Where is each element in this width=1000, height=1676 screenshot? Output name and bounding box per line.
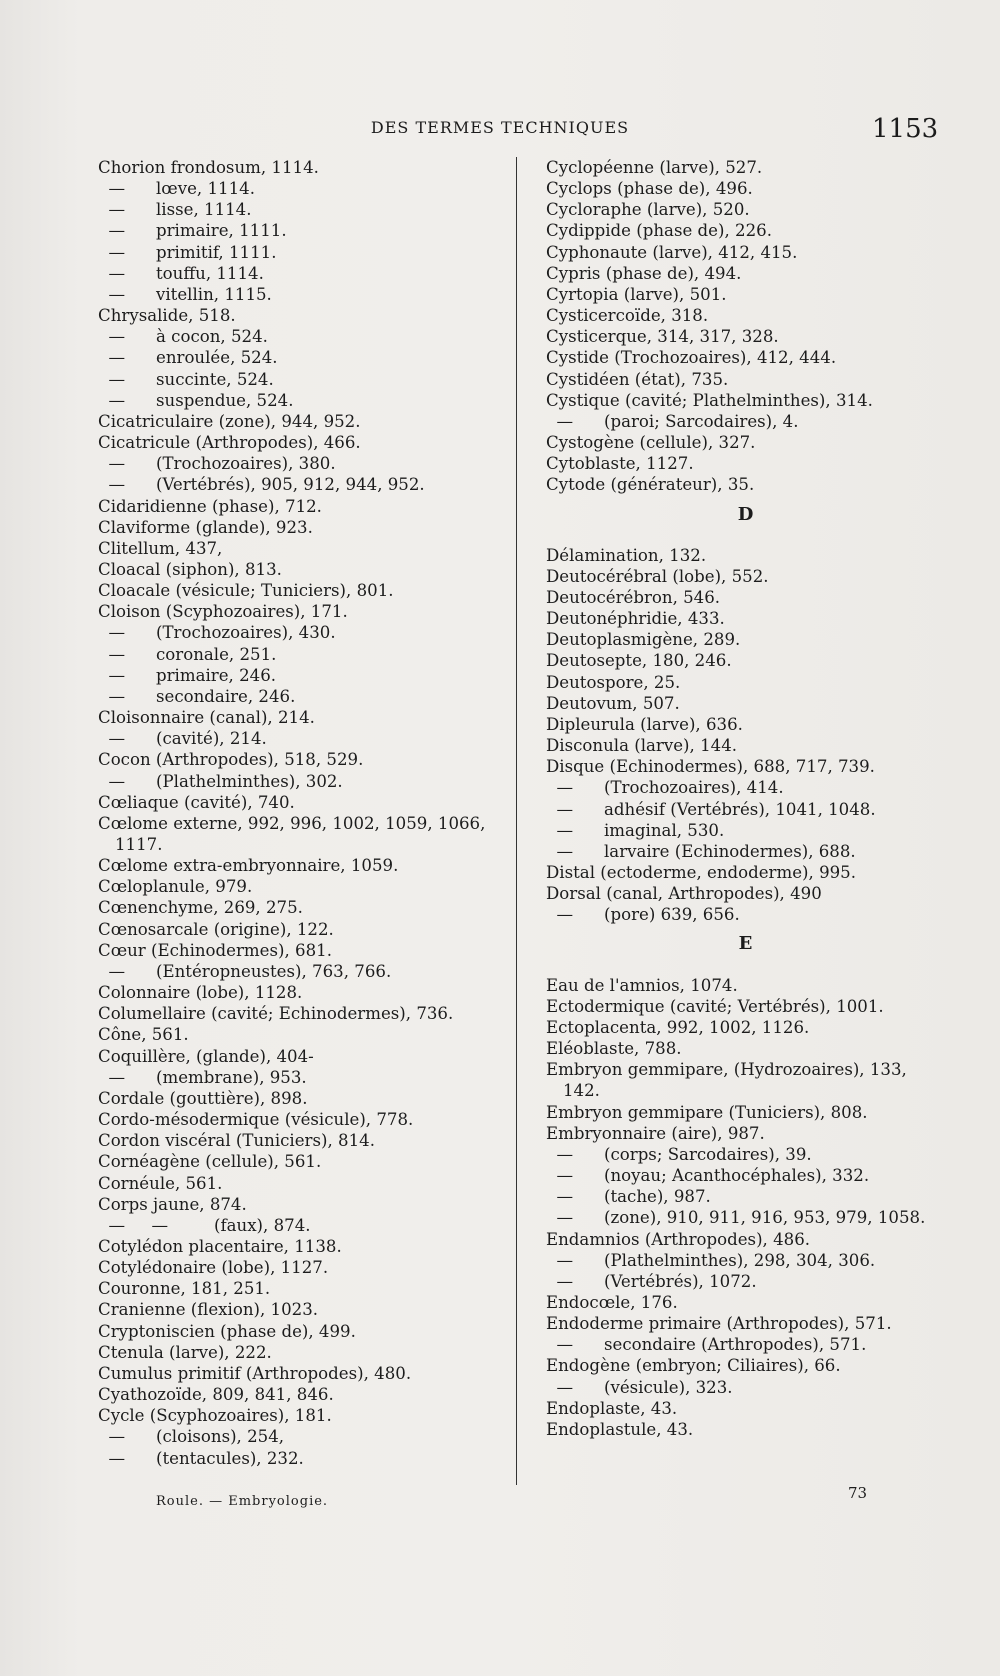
index-entry: Cotylédonaire (lobe), 1127. [98,1258,329,1278]
index-entry: Cysticerque, 314, 317, 328. [546,327,779,347]
index-subentry [98,199,508,220]
subentry-text: (zone), 910, 911, 916, 953, 979, 1058. [604,1208,926,1228]
subentry-text: (pore) 639, 656. [604,905,740,925]
index-entry: Deutoplasmigène, 289. [546,630,741,650]
ditto-dash: — [98,729,126,749]
index-subentry [546,1207,946,1228]
index-subentry [98,1067,508,1088]
ditto-dash: — [98,179,126,199]
index-entry: Cytode (générateur), 35. [546,475,755,495]
index-entry: Coquillère, (glande), 404- [98,1046,314,1066]
index-entry: Cystique (cavité; Plathelminthes), 314. [546,390,873,410]
index-entry: Cœliaque (cavité), 740. [98,792,295,812]
subentry-text: imaginal, 530. [604,820,725,840]
index-entry: Ectoplacenta, 992, 1002, 1126. [546,1017,810,1037]
subentry-text: (tache), 987. [604,1187,711,1207]
ditto-dash: — [98,644,126,664]
page-number: 1153 [872,114,939,144]
ditto-dash: — [546,1208,574,1228]
index-entry: Cystide (Trochozoaires), 412, 444. [546,348,837,368]
subentry-text: (Vertébrés), 905, 912, 944, 952. [156,475,425,495]
ditto-dash: — [546,1335,574,1355]
index-entry: Deutonéphridie, 433. [546,609,725,629]
index-entry: Endamnios (Arthropodes), 486. [546,1229,811,1249]
subentry-text: lœve, 1114. [156,179,255,199]
index-entry: Cytoblaste, 1127. [546,454,694,474]
subentry-text: (faux), 874. [214,1215,311,1235]
index-subentry [98,242,508,263]
ditto-dash: — [546,778,574,798]
index-subentry [98,390,508,411]
ditto-dash: — [98,686,126,706]
index-entry: Embryon gemmipare, (Hydrozoaires), 133, [546,1060,907,1080]
index-entry: Endoplastule, 43. [546,1419,694,1439]
index-entry: Cumulus primitif (Arthropodes), 480. [98,1363,412,1383]
index-entry: Cryptoniscien (phase de), 499. [98,1321,356,1341]
index-entry: Cloison (Scyphozoaires), 171. [98,602,348,622]
section-letter-heading: D [737,503,755,525]
index-subentry [98,1426,508,1447]
ditto-dash: — [546,905,574,925]
index-entry: Ectodermique (cavité; Vertébrés), 1001. [546,996,884,1016]
subentry-text: (tentacules), 232. [156,1448,304,1468]
column-divider [516,157,517,1485]
ditto-dash: — [98,200,126,220]
index-entry: Distal (ectoderme, endoderme), 995. [546,863,857,882]
ditto-dash: — [546,1144,574,1164]
ditto-dash: — [98,263,126,283]
subentry-text: primaire, 246. [156,665,277,685]
subentry-text: adhésif (Vertébrés), 1041, 1048. [604,799,876,819]
index-entry: Cyathozoïde, 809, 841, 846. [98,1385,334,1405]
signature-mark: 73 [848,1484,868,1502]
index-entry: Dipleurula (larve), 636. [546,714,743,734]
section-letter-heading: E [738,933,754,955]
index-entry: Cône, 561. [98,1025,189,1045]
subentry-text: (noyau; Acanthocéphales), 332. [604,1166,870,1186]
ditto-dash: — [98,1067,126,1087]
subentry-text: larvaire (Echinodermes), 688. [604,841,856,861]
index-entry: Colonnaire (lobe), 1128. [98,983,303,1003]
index-entry: Disconula (larve), 144. [546,736,738,756]
subentry-text: (Trochozoaires), 414. [604,778,784,798]
subentry-text: (Plathelminthes), 298, 304, 306. [604,1250,876,1270]
ditto-dash: — [98,242,126,262]
index-entry: Cyrtopia (larve), 501. [546,284,727,304]
ditto-dash: — [546,1271,574,1291]
index-entry: Cydippide (phase de), 226. [546,221,772,241]
subentry-text: primitif, 1111. [156,242,277,262]
index-entry: Cyphonaute (larve), 412, 415. [546,242,798,262]
index-subentry [546,1271,946,1292]
subentry-text: secondaire, 246. [156,686,296,706]
index-entry: Cœnenchyme, 269, 275. [98,898,303,918]
ditto-dash: — [546,1187,574,1207]
ditto-dash: — [546,799,574,819]
index-entry: Endoderme primaire (Arthropodes), 571. [546,1314,892,1334]
ditto-dash: — [98,665,126,685]
index-entry: Cidaridienne (phase), 712. [98,496,322,516]
index-subentry [546,799,946,820]
ditto-dash: — [546,1250,574,1270]
index-entry: Eléoblaste, 788. [546,1039,682,1059]
index-entry: Ctenula (larve), 222. [98,1342,272,1362]
ditto-dash: — [98,961,126,981]
index-entry: Dorsal (canal, Arthropodes), 490 [546,884,822,904]
index-subentry [98,347,508,368]
index-subentry [98,771,508,792]
index-entry: Endocœle, 176. [546,1292,678,1312]
index-subentry [546,820,946,841]
index-entry: Cicatricule (Arthropodes), 466. [98,433,361,453]
index-entry: Chorion frondosum, 1114. [98,158,319,177]
index-entry-continuation: 1117. [115,835,163,854]
index-entry: Chrysalide, 518. [98,306,236,326]
ditto-dash: — [98,475,126,495]
index-subentry [98,369,508,390]
index-entry: Cœlome externe, 992, 996, 1002, 1059, 1066, [98,813,486,833]
index-entry: Clitellum, 437, [98,538,223,558]
index-subentry [546,1144,946,1165]
index-entry: Cœloplanule, 979. [98,877,253,897]
subentry-text: succinte, 524. [156,369,274,389]
index-subentry [98,453,508,474]
ditto-dash: — [98,390,126,410]
ditto-dash: — [98,369,126,389]
index-entry: Columellaire (cavité; Echinodermes), 736. [98,1004,454,1024]
subentry-text: (Trochozoaires), 380. [156,454,336,474]
index-subentry [546,1186,946,1207]
ditto-dash: — [98,454,126,474]
index-entry: Cordon viscéral (Tuniciers), 814. [98,1131,375,1151]
index-entry: Endogène (embryon; Ciliaires), 66. [546,1356,841,1376]
index-subentry [98,665,508,686]
ditto-dash: — [98,284,126,304]
subentry-text: à cocon, 524. [156,327,268,347]
index-subentry [98,284,508,305]
ditto-dash: — [546,411,574,431]
index-column-right [546,157,946,1440]
index-entry: Cornéule, 561. [98,1173,223,1193]
index-entry: Cœlome extra-embryonnaire, 1059. [98,856,399,876]
index-entry: Disque (Echinodermes), 688, 717, 739. [546,757,875,777]
index-subentry [98,622,508,643]
index-subentry [546,1334,946,1355]
subentry-text: (cavité), 214. [156,729,267,749]
index-entry: Claviforme (glande), 923. [98,517,313,537]
index-subentry [98,220,508,241]
index-subentry [98,326,508,347]
index-subentry [98,1215,508,1236]
index-entry: Cœur (Echinodermes), 681. [98,940,332,960]
index-subentry [546,1250,946,1271]
ditto-dash: — [546,820,574,840]
index-subentry [546,904,946,925]
subentry-text: secondaire (Arthropodes), 571. [604,1335,867,1355]
subentry-text: coronale, 251. [156,644,277,664]
index-entry: Deutospore, 25. [546,672,681,692]
index-entry: Cycle (Scyphozoaires), 181. [98,1406,332,1426]
index-subentry [98,263,508,284]
index-entry: Cocon (Arthropodes), 518, 529. [98,750,364,770]
index-subentry [98,474,508,495]
index-entry: Cycloraphe (larve), 520. [546,200,750,220]
subentry-text: touffu, 1114. [156,263,264,283]
footer-author-title: Roule. — Embryologie. [156,1494,329,1509]
index-subentry [546,1165,946,1186]
index-entry: Eau de l'amnios, 1074. [546,975,738,995]
index-entry: Embryonnaire (aire), 987. [546,1123,765,1143]
index-subentry [98,1448,508,1469]
index-entry: Cotylédon placentaire, 1138. [98,1236,342,1256]
ditto-dash: — [546,841,574,861]
index-entry: Corps jaune, 874. [98,1194,247,1214]
index-entry: Cornéagène (cellule), 561. [98,1152,322,1172]
index-entry: Cordo-mésodermique (vésicule), 778. [98,1110,414,1130]
index-entry: Cordale (gouttière), 898. [98,1088,308,1108]
index-entry: Délamination, 132. [546,545,707,565]
subentry-text: (paroi; Sarcodaires), 4. [604,411,799,431]
subentry-text: primaire, 1111. [156,221,287,241]
ditto-dash: — [98,623,126,643]
index-subentry [98,178,508,199]
index-entry: Cyclopéenne (larve), 527. [546,158,763,177]
index-entry: Cysticercoïde, 318. [546,306,709,326]
subentry-text: (corps; Sarcodaires), 39. [604,1144,812,1164]
index-entry: Cloisonnaire (canal), 214. [98,708,315,728]
index-entry: Deutocérébron, 546. [546,587,721,607]
index-entry: Deutocérébral (lobe), 552. [546,566,769,586]
subentry-text: lisse, 1114. [156,200,252,220]
ditto-dash: — [546,1166,574,1186]
ditto-dash: — [546,1377,574,1397]
subentry-text: (cloisons), 254, [156,1427,285,1447]
index-entry: Cranienne (flexion), 1023. [98,1300,319,1320]
index-subentry [98,728,508,749]
index-entry: Cystogène (cellule), 327. [546,433,756,453]
subentry-text: (vésicule), 323. [604,1377,733,1397]
ditto-dash: — [98,221,126,241]
index-subentry [546,777,946,798]
subentry-text: (membrane), 953. [156,1067,307,1087]
index-entry: Cicatriculaire (zone), 944, 952. [98,411,361,431]
subentry-text: (Trochozoaires), 430. [156,623,336,643]
index-subentry [546,411,946,432]
subentry-text: vitellin, 1115. [156,284,272,304]
index-entry: Deutosepte, 180, 246. [546,651,732,671]
index-subentry [98,686,508,707]
index-entry: Cloacal (siphon), 813. [98,559,282,579]
index-entry: Cystidéen (état), 735. [546,369,729,389]
ditto-dash: — [98,348,126,368]
index-entry: Endoplaste, 43. [546,1398,678,1418]
index-entry: Cloacale (vésicule; Tuniciers), 801. [98,581,394,601]
index-entry: Cyclops (phase de), 496. [546,179,753,199]
ditto-dash: — [98,771,126,791]
index-entry: Cypris (phase de), 494. [546,263,742,283]
index-subentry [546,841,946,862]
subentry-text: (Vertébrés), 1072. [604,1271,757,1291]
index-entry-continuation: 142. [563,1081,600,1101]
index-subentry [546,1377,946,1398]
ditto-dash: — [98,1427,126,1447]
subentry-text: enroulée, 524. [156,348,278,368]
index-subentry [98,961,508,982]
index-entry: Couronne, 181, 251. [98,1279,271,1299]
index-subentry [98,644,508,665]
index-column-left [98,157,508,1469]
ditto-dash: — — [98,1215,169,1235]
subentry-text: suspendue, 524. [156,390,294,410]
running-header: DES TERMES TECHNIQUES [370,118,630,137]
subentry-text: (Plathelminthes), 302. [156,771,343,791]
subentry-text: (Entéropneustes), 763, 766. [156,961,392,981]
ditto-dash: — [98,1448,126,1468]
index-entry: Deutovum, 507. [546,693,680,713]
ditto-dash: — [98,327,126,347]
index-entry: Cœnosarcale (origine), 122. [98,919,334,939]
index-entry: Embryon gemmipare (Tuniciers), 808. [546,1102,868,1122]
